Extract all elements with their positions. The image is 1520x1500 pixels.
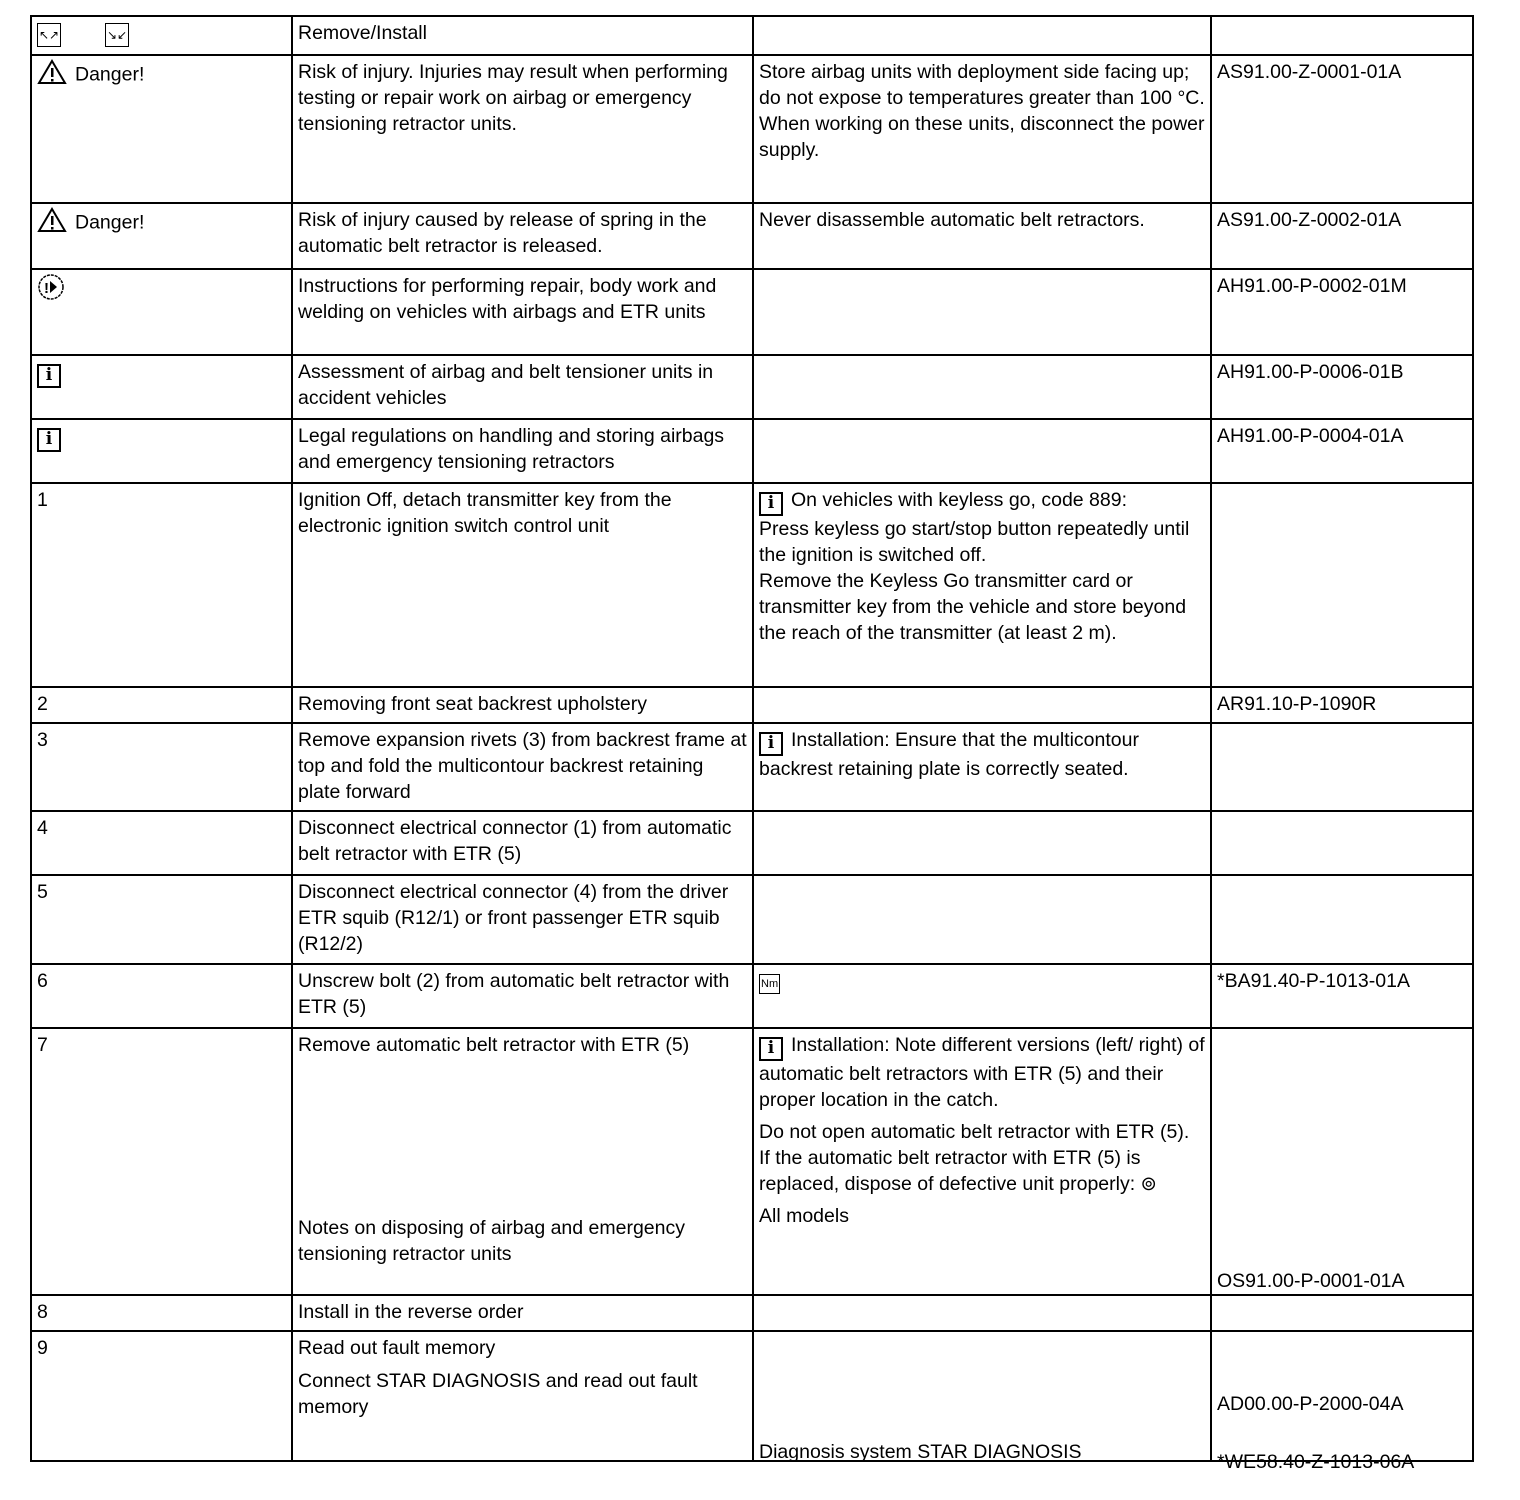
reference-cell (1210, 17, 1474, 54)
document-reference-link[interactable]: AS91.00-Z-0001-01A (1217, 61, 1402, 83)
paragraph: If the automatic belt retractor with ETR (5) is replaced, dispose of defective unit properly: ⊚ (759, 1146, 1157, 1195)
reference-cell (1210, 876, 1474, 963)
reference-cell (1210, 204, 1474, 268)
table-row (30, 484, 1474, 688)
note-text: Installation: Note different versions (left/ right) of automatic belt retractors with ETR (5) and their proper location in the catch. (759, 1034, 1205, 1111)
instruction-cell (291, 56, 752, 202)
step-label: 9 (37, 1337, 48, 1359)
step-cell (30, 812, 291, 874)
instruction-cell (291, 1332, 752, 1460)
table-row (30, 965, 1474, 1029)
step-label: 6 (37, 970, 48, 992)
reference-cell (1210, 812, 1474, 874)
paragraph: Remove expansion rivets (3) from backrest frame at top and fold the multicontour backrest retaining plate forward (298, 729, 747, 803)
step-cell (30, 1296, 291, 1330)
instruction-cell (291, 484, 752, 686)
step-label: 4 (37, 817, 48, 839)
note-cell (752, 965, 1210, 1027)
note-cell (752, 724, 1210, 810)
step-cell (30, 56, 291, 202)
step-cell (30, 204, 291, 268)
step-cell (30, 1029, 291, 1294)
reference-cell (1210, 270, 1474, 354)
instruction-cell (291, 876, 752, 963)
reference-cell (1210, 1029, 1474, 1294)
paragraph: Store airbag units with deployment side facing up; do not expose to temperatures greater than 100 °C. (759, 61, 1205, 109)
instruction-cell (291, 420, 752, 482)
document-reference-link[interactable]: AH91.00-P-0002-01M (1217, 275, 1407, 297)
note-cell (752, 1332, 1210, 1463)
step-label: 5 (37, 881, 48, 903)
step-label: 2 (37, 693, 48, 715)
note-cell (752, 1296, 1210, 1330)
paragraph (759, 968, 1205, 994)
paragraph: Instructions for performing repair, body work and welding on vehicles with airbags and ETR units (298, 275, 717, 323)
table-row (30, 420, 1474, 484)
reference-cell (1210, 1332, 1474, 1473)
table-row (30, 56, 1474, 204)
note-cell (752, 356, 1210, 418)
paragraph (759, 727, 1205, 782)
document-reference-link[interactable] (1217, 1335, 1467, 1361)
table-row (30, 1332, 1474, 1473)
table-row (30, 270, 1474, 356)
table-row (30, 15, 1474, 56)
step-label: 3 (37, 729, 48, 751)
document-reference-link[interactable]: AS91.00-Z-0002-01A (1217, 209, 1402, 231)
reference-cell (1210, 1296, 1474, 1330)
paragraph: Disconnect electrical connector (1) from automatic belt retractor with ETR (5) (298, 817, 732, 865)
reference-cell (1210, 56, 1474, 202)
table-row (30, 812, 1474, 876)
step-label: Danger! (75, 63, 145, 86)
paragraph: Unscrew bolt (2) from automatic belt retractor with ETR (5) (298, 970, 730, 1018)
table-row (30, 356, 1474, 420)
step-cell (30, 724, 291, 810)
instruction-cell (291, 965, 752, 1027)
reference-cell (1210, 724, 1474, 810)
paragraph: Press keyless go start/stop button repeatedly until the ignition is switched off. (759, 517, 1190, 566)
paragraph: Notes on disposing of airbag and emergency tensioning retractor units (298, 1217, 685, 1265)
step-cell (30, 876, 291, 963)
info-icon: i (759, 732, 783, 756)
collapse-arrows-icon: ↘↙ (105, 20, 165, 47)
paragraph: Connect STAR DIAGNOSIS and read out fault memory (298, 1370, 698, 1418)
document-reference-link[interactable]: OS91.00-P-0001-01A (1217, 1270, 1405, 1292)
instruction-cell (291, 270, 752, 354)
document-reference-link[interactable]: *BA91.40-P-1013-01A (1217, 970, 1410, 992)
reference-cell (1210, 420, 1474, 482)
note-cell (752, 484, 1210, 686)
torque-icon: Nm (759, 974, 780, 994)
instruction-cell (291, 812, 752, 874)
table-row (30, 688, 1474, 724)
paragraph (759, 1335, 1205, 1361)
note-cell (752, 688, 1210, 722)
reference-cell (1210, 965, 1474, 1027)
paragraph: Remove/Install (298, 22, 427, 44)
step-label: 8 (37, 1301, 48, 1323)
paragraph: Assessment of airbag and belt tensioner units in accident vehicles (298, 361, 714, 409)
instruction-cell (291, 688, 752, 722)
note-cell (752, 876, 1210, 963)
table-row (30, 876, 1474, 965)
reference-cell (1210, 356, 1474, 418)
paragraph: All models (759, 1204, 849, 1227)
step-cell (30, 484, 291, 686)
info-icon: i (37, 364, 61, 388)
procedure-table (30, 15, 1474, 1473)
note-cell (752, 812, 1210, 874)
note-cell (752, 420, 1210, 482)
document-reference-link[interactable]: AH91.00-P-0004-01A (1217, 425, 1404, 447)
note-text: On vehicles with keyless go, code 889: (791, 489, 1128, 511)
table-row (30, 1296, 1474, 1332)
paragraph: Do not open automatic belt retractor with ETR (5). (759, 1120, 1190, 1143)
paragraph: Ignition Off, detach transmitter key from the electronic ignition switch control unit (298, 489, 672, 537)
note-cell (752, 204, 1210, 268)
step-cell (30, 688, 291, 722)
paragraph: Remove the Keyless Go transmitter card or transmitter key from the vehicle and store beyond the reach of the transmitter (at least 2 m). (759, 569, 1187, 644)
paragraph (759, 487, 1205, 516)
instruction-cell (291, 1296, 752, 1330)
step-label: Danger! (75, 211, 145, 234)
info-icon: i (759, 492, 783, 516)
warning-icon (37, 59, 67, 92)
paragraph: Never disassemble automatic belt retractors. (759, 209, 1145, 231)
instruction-cell (291, 356, 752, 418)
step-label: 7 (37, 1034, 48, 1056)
paragraph: Install in the reverse order (298, 1301, 524, 1323)
note-cell (752, 17, 1210, 54)
step-cell (30, 1332, 291, 1460)
paragraph: Risk of injury caused by release of spring in the automatic belt retractor is released. (298, 209, 707, 257)
table-row (30, 1029, 1474, 1296)
note-cell (752, 56, 1210, 202)
reference-cell (1210, 484, 1474, 686)
note-cell (752, 270, 1210, 354)
service-note-icon (37, 273, 65, 308)
table-row (30, 204, 1474, 270)
paragraph: Remove automatic belt retractor with ETR (5) (298, 1034, 690, 1056)
paragraph: Removing front seat backrest upholstery (298, 693, 648, 715)
paragraph: Diagnosis system STAR DIAGNOSIS (759, 1441, 1082, 1463)
info-icon: i (37, 428, 61, 452)
paragraph: Risk of injury. Injuries may result when performing testing or repair work on airbag or emergency tensioning retractor units. (298, 61, 728, 135)
document-reference-link[interactable] (1217, 1032, 1467, 1058)
instruction-cell (291, 17, 752, 54)
paragraph: When working on these units, disconnect the power supply. (759, 113, 1205, 161)
document-reference-link[interactable]: AH91.00-P-0006-01B (1217, 361, 1404, 383)
paragraph: Legal regulations on handling and storing airbags and emergency tensioning retractors (298, 425, 725, 473)
step-cell (30, 965, 291, 1027)
step-cell (30, 17, 291, 54)
step-cell (30, 270, 291, 354)
step-label: 1 (37, 489, 48, 511)
step-cell (30, 420, 291, 482)
table-row (30, 724, 1474, 812)
note-cell (752, 1029, 1210, 1294)
warning-icon (37, 207, 67, 240)
document-reference-link[interactable]: AR91.10-P-1090R (1217, 693, 1377, 715)
paragraph: Disconnect electrical connector (4) from the driver ETR squib (R12/1) or front passenger ETR squib (R12/2) (298, 881, 729, 955)
paragraph: Read out fault memory (298, 1337, 496, 1359)
step-cell (30, 356, 291, 418)
expand-arrows-icon: ↖↗ (37, 20, 97, 47)
reference-cell (1210, 688, 1474, 722)
note-text: Installation: Ensure that the multicontour backrest retaining plate is correctly seated. (759, 729, 1139, 780)
instruction-cell (291, 1029, 752, 1294)
svg-text:!: ! (44, 280, 49, 297)
info-icon: i (759, 1037, 783, 1061)
paragraph (759, 1032, 1205, 1113)
document-reference-link[interactable]: AD00.00-P-2000-04A (1217, 1393, 1404, 1415)
document-reference-link[interactable]: *WE58.40-Z-1013-06A (1217, 1451, 1415, 1473)
instruction-cell (291, 204, 752, 268)
instruction-cell (291, 724, 752, 810)
